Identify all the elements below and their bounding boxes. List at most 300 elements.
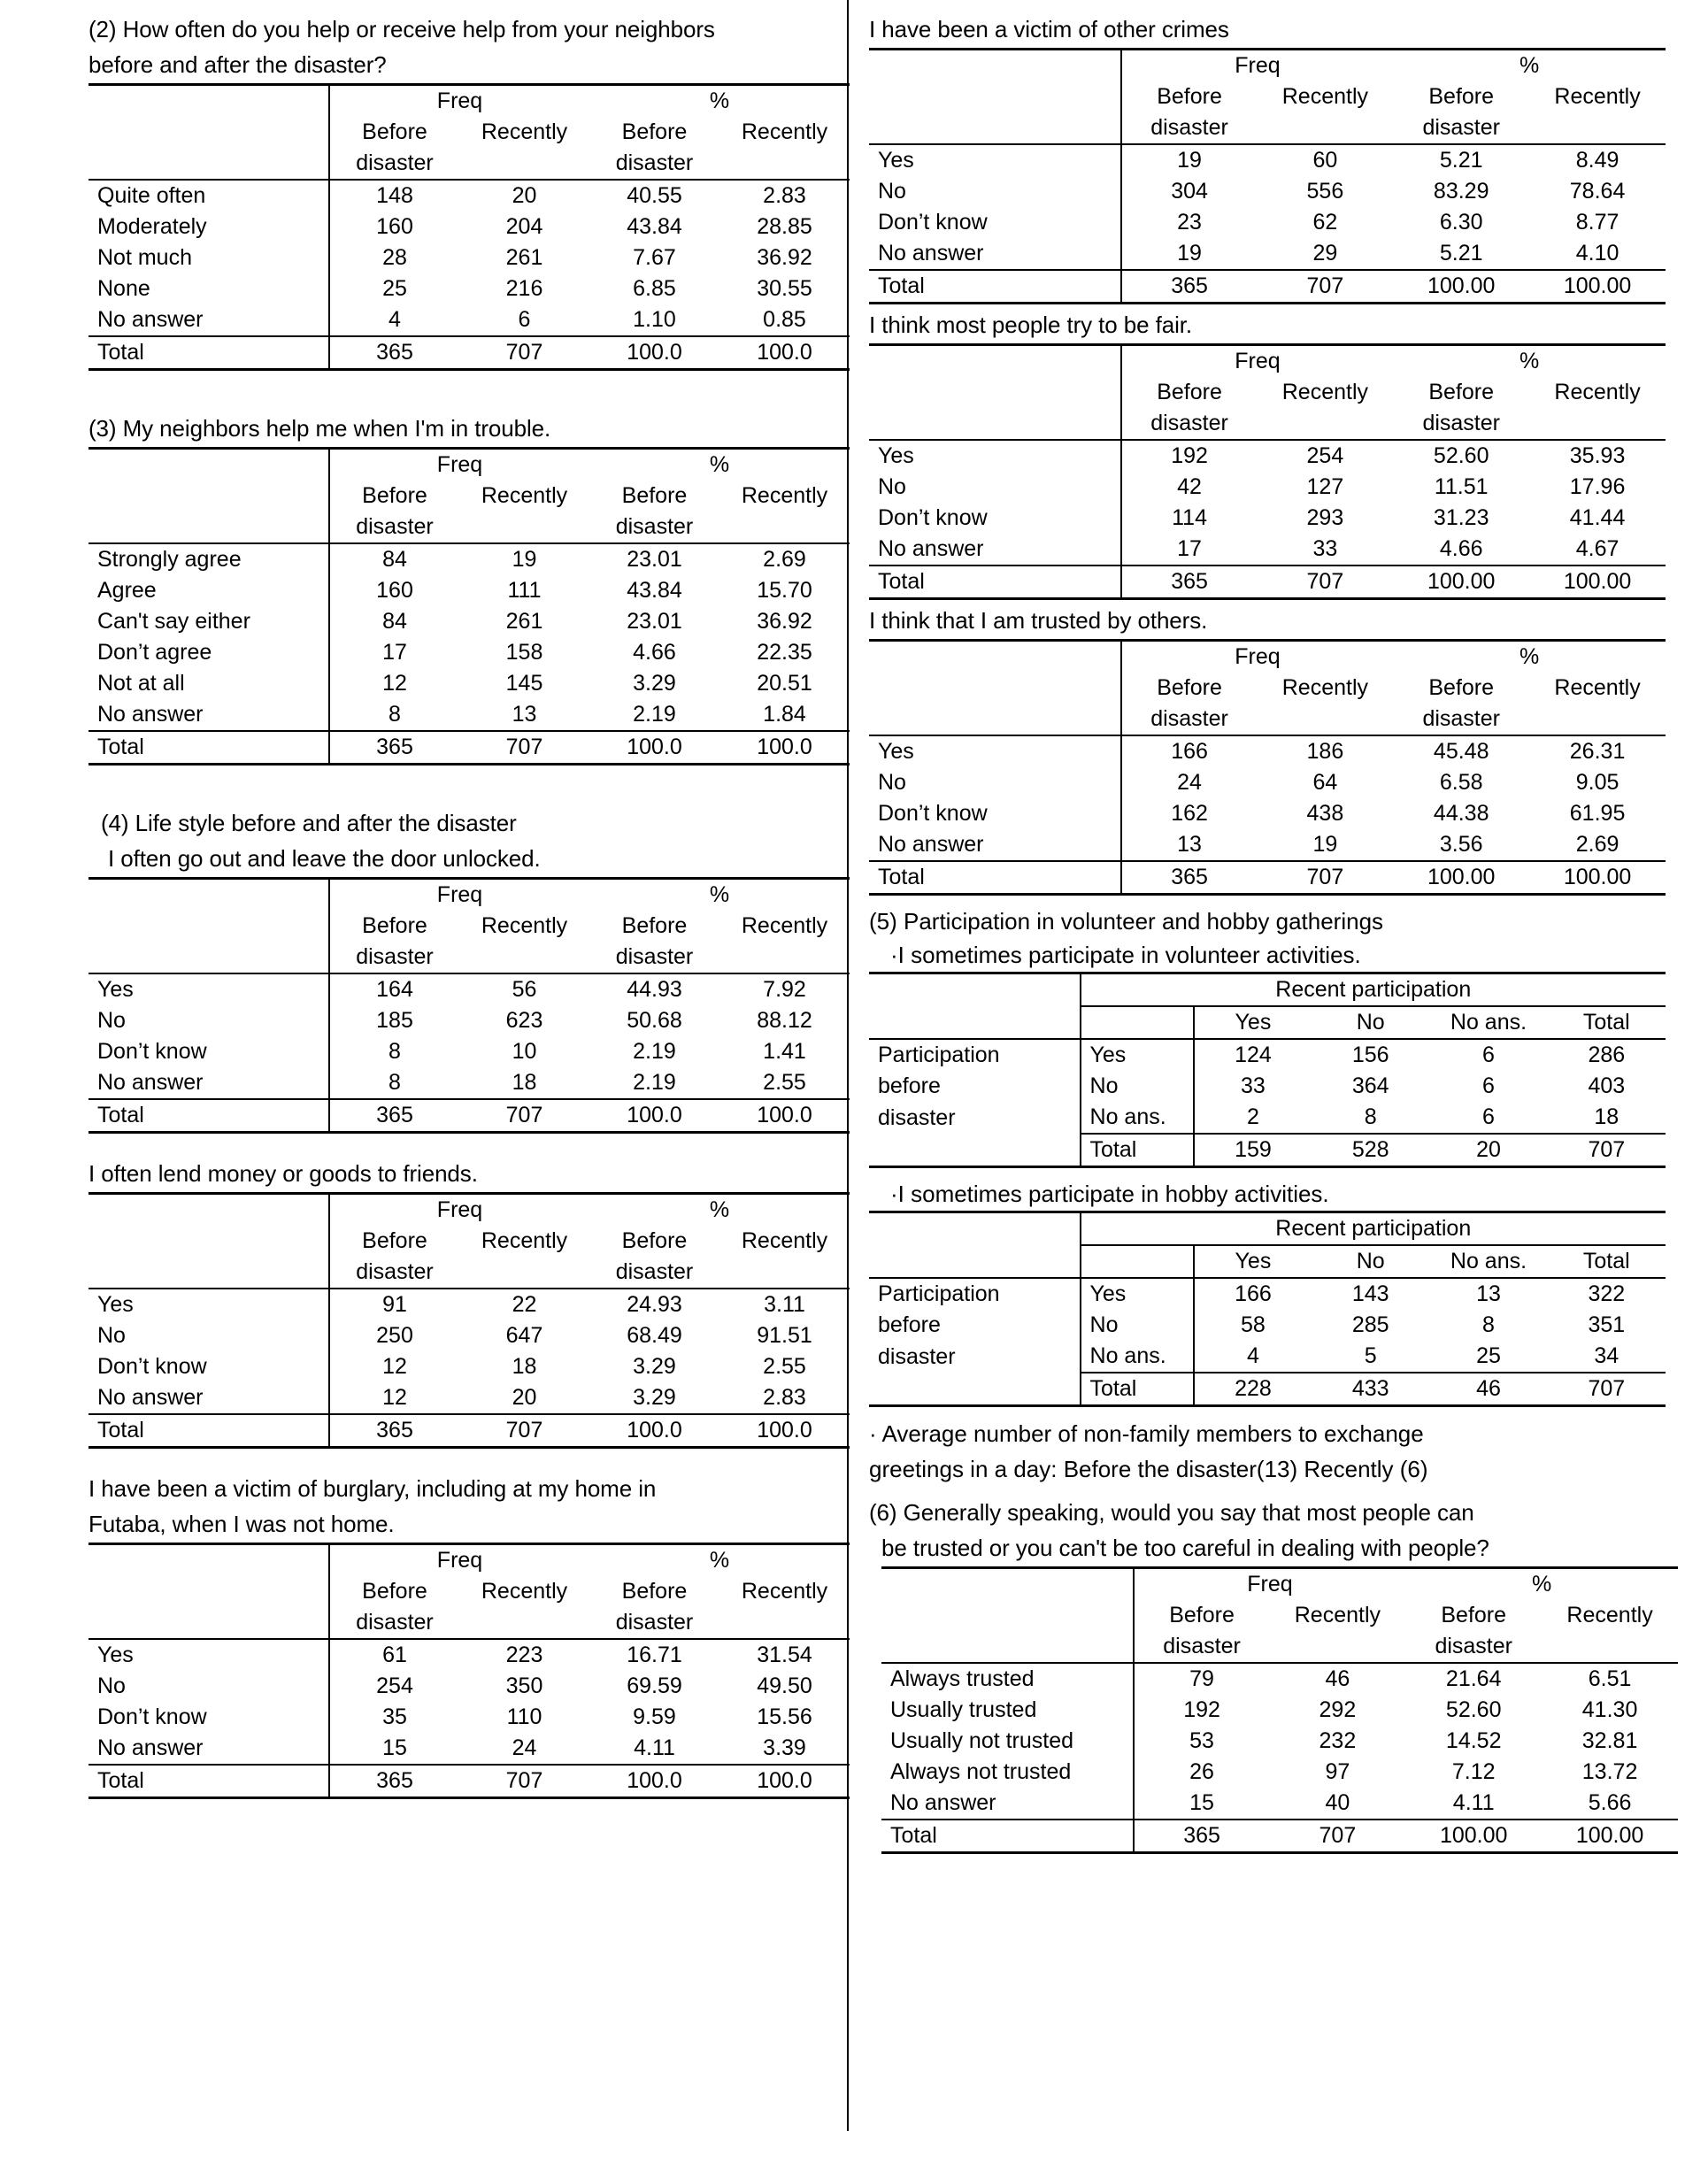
cell-value: 158 bbox=[505, 640, 543, 665]
cell-value: 4 bbox=[329, 304, 459, 336]
cell-value: 6.58 bbox=[1439, 770, 1483, 795]
cell-value: 1.10 bbox=[633, 307, 676, 332]
col-header-pct-before: Before bbox=[621, 913, 688, 938]
cell-value: 204 bbox=[505, 214, 543, 239]
table-header-row bbox=[869, 1212, 1666, 1246]
cell-value: 45.48 bbox=[1433, 739, 1489, 764]
cell-value: 18 bbox=[512, 1354, 537, 1379]
cell-value: 403 bbox=[1588, 1073, 1626, 1098]
cell-value: 43.84 bbox=[627, 578, 682, 603]
burglary-title-line2: Futaba, when I was not home. bbox=[88, 1511, 395, 1537]
corner-cell bbox=[88, 1607, 329, 1639]
cell-value: 22 bbox=[512, 1292, 537, 1317]
col-header-freq-recently: Recently bbox=[481, 1228, 568, 1253]
cell-value: 6 bbox=[518, 307, 531, 332]
cell-value: 2.55 bbox=[763, 1070, 806, 1095]
group-header-freq: Freq bbox=[1121, 50, 1394, 82]
corner-cell2 bbox=[1081, 1006, 1194, 1039]
cell-value: 166 bbox=[1121, 735, 1258, 767]
q5-hobby-title: ·I sometimes participate in hobby activities. bbox=[890, 1181, 1329, 1207]
cell-value: 5.66 bbox=[1588, 1790, 1632, 1815]
lend-money-title: I often lend money or goods to friends. bbox=[88, 1160, 478, 1187]
table-row bbox=[869, 1278, 1666, 1310]
cell-value: 25 bbox=[329, 273, 459, 304]
cell-value: 18 bbox=[512, 1070, 537, 1095]
table-header-row bbox=[869, 973, 1666, 1007]
corner-cell bbox=[88, 481, 329, 512]
group-header-pct: % bbox=[1532, 1572, 1552, 1596]
cell-value: 100.0 bbox=[757, 1768, 812, 1793]
corner-cell bbox=[881, 1600, 1134, 1631]
cell-value: 29 bbox=[1312, 241, 1338, 265]
table-row bbox=[881, 1726, 1678, 1757]
cell-value: 186 bbox=[1306, 739, 1344, 764]
cell-value: 556 bbox=[1306, 179, 1344, 204]
spacer bbox=[869, 1407, 1666, 1416]
table-row bbox=[88, 699, 850, 731]
cell-value: 23.01 bbox=[627, 609, 682, 634]
corner-cell bbox=[88, 85, 329, 118]
cell-value: 285 bbox=[1351, 1312, 1389, 1337]
table-total-row bbox=[88, 1414, 850, 1448]
group-header-pct: % bbox=[1520, 349, 1540, 373]
row-sub-label: Yes bbox=[1081, 1039, 1194, 1071]
cell-value: 2.83 bbox=[763, 183, 806, 208]
cell-value: 4.11 bbox=[1452, 1790, 1495, 1815]
cell-value: 110 bbox=[506, 1704, 542, 1729]
row-label: No bbox=[97, 1673, 126, 1698]
cell-value: 3.29 bbox=[633, 1385, 676, 1410]
cell-value: 3.29 bbox=[633, 1354, 676, 1379]
cell-value: 100.0 bbox=[757, 735, 812, 759]
col-subheader-freq-recently bbox=[1257, 704, 1393, 735]
empty-cell bbox=[869, 1373, 1081, 1406]
table-row bbox=[88, 1639, 850, 1671]
row-label: No answer bbox=[878, 241, 984, 265]
corner-cell bbox=[869, 704, 1121, 735]
cell-value: 19 bbox=[1312, 832, 1338, 857]
cell-value: 49.50 bbox=[757, 1673, 812, 1698]
cell-value: 42 bbox=[1121, 472, 1258, 503]
cell-value: 33 bbox=[1312, 536, 1338, 561]
col-subheader-freq-recently bbox=[459, 1257, 589, 1289]
col-subheader-pct-recently bbox=[719, 148, 850, 180]
cell-value: 100.0 bbox=[627, 1418, 682, 1443]
cell-value: 4 bbox=[1194, 1341, 1312, 1373]
cell-value: 100.00 bbox=[1563, 273, 1632, 298]
table-row bbox=[869, 534, 1666, 566]
group-header-pct: % bbox=[709, 88, 730, 113]
cell-value: 12 bbox=[329, 1351, 459, 1382]
table-total-row bbox=[869, 861, 1666, 895]
cell-value: 10 bbox=[512, 1039, 537, 1064]
row-label: No answer bbox=[97, 307, 204, 332]
cell-value: 6 bbox=[1482, 1043, 1495, 1067]
cell-value: 2.19 bbox=[633, 1070, 676, 1095]
cell-value: 41.44 bbox=[1569, 505, 1626, 530]
cell-value: 91 bbox=[329, 1289, 459, 1320]
table-row bbox=[869, 829, 1666, 861]
table-row bbox=[869, 798, 1666, 829]
col-subheader-freq-before: disaster bbox=[329, 942, 459, 973]
corner-cell bbox=[869, 973, 1081, 1007]
trusted-title: I think that I am trusted by others. bbox=[869, 607, 1208, 634]
table-row bbox=[88, 668, 850, 699]
corner-cell bbox=[869, 81, 1121, 112]
group-header-recent-participation: Recent participation bbox=[1081, 973, 1666, 1007]
cell-value: 31.23 bbox=[1433, 505, 1489, 530]
cell-value: 365 bbox=[1121, 861, 1258, 895]
trusted-table bbox=[869, 639, 1666, 896]
col-header-freq-recently: Recently bbox=[1281, 675, 1369, 700]
q4-door-table bbox=[88, 877, 850, 1134]
group-header-freq: Freq bbox=[329, 879, 589, 912]
cell-value: 4.10 bbox=[1575, 241, 1620, 265]
group-header-pct: % bbox=[1520, 53, 1540, 78]
col-subheader-freq-recently bbox=[459, 512, 589, 543]
table-header-row bbox=[88, 1194, 850, 1227]
table-subheader-row2 bbox=[869, 408, 1666, 440]
cell-value: 3.39 bbox=[763, 1735, 806, 1760]
col-header-yes: Yes bbox=[1194, 1006, 1312, 1039]
table-row bbox=[88, 1289, 850, 1320]
row-label: Don’t know bbox=[878, 801, 988, 826]
table-total-row bbox=[88, 336, 850, 370]
spacer bbox=[869, 1487, 1666, 1496]
col-subheader-pct-before: disaster bbox=[615, 150, 694, 175]
col-header-freq-before: Before bbox=[329, 1226, 459, 1257]
cell-value: 84 bbox=[329, 606, 459, 637]
spacer bbox=[869, 1168, 1666, 1177]
cell-value: 25 bbox=[1476, 1343, 1501, 1368]
table-subheader-row bbox=[88, 1226, 850, 1257]
corner-cell bbox=[869, 1245, 1081, 1278]
col-subheader-freq-recently bbox=[1257, 408, 1393, 440]
group-header-freq: Freq bbox=[329, 1194, 589, 1227]
cell-value: 9.59 bbox=[633, 1704, 676, 1729]
cell-value: 19 bbox=[1121, 238, 1258, 270]
cell-value: 17.96 bbox=[1569, 474, 1626, 499]
cell-value: 707 bbox=[1306, 865, 1344, 889]
q6-title-line2: be trusted or you can't be too careful in dealing with people? bbox=[881, 1535, 1489, 1561]
cell-value: 64 bbox=[1312, 770, 1338, 795]
table-subheader-row bbox=[869, 673, 1666, 704]
spacer bbox=[88, 1449, 850, 1472]
cell-value: 6.85 bbox=[633, 276, 676, 301]
cell-value: 707 bbox=[1306, 569, 1344, 594]
row-sub-label: No ans. bbox=[1081, 1341, 1194, 1373]
cell-value: 1.84 bbox=[763, 702, 806, 727]
table-total-row bbox=[881, 1820, 1678, 1853]
table-total-row bbox=[88, 731, 850, 765]
cell-value: 5 bbox=[1364, 1343, 1377, 1368]
corner-cell bbox=[88, 1544, 329, 1577]
cell-value: 124 bbox=[1194, 1039, 1312, 1071]
table-row bbox=[869, 767, 1666, 798]
col-header-total: Total bbox=[1548, 1245, 1666, 1278]
table-row bbox=[869, 176, 1666, 207]
table-row bbox=[869, 238, 1666, 270]
cell-value: 60 bbox=[1312, 148, 1338, 173]
table-row bbox=[88, 1382, 850, 1414]
table-row bbox=[88, 637, 850, 668]
cell-value: 2.19 bbox=[633, 1039, 676, 1064]
cell-value: 17 bbox=[329, 637, 459, 668]
cell-value: 148 bbox=[329, 180, 459, 212]
cell-value: 707 bbox=[1306, 273, 1344, 298]
row-label-total: Total bbox=[890, 1823, 937, 1848]
col-header-freq-before: Before bbox=[329, 117, 459, 148]
table-row bbox=[869, 1071, 1666, 1102]
table-total-row bbox=[869, 1373, 1666, 1406]
row-label: Don’t know bbox=[97, 1354, 207, 1379]
col-header-freq-recently: Recently bbox=[1281, 380, 1369, 404]
table-row bbox=[881, 1788, 1678, 1820]
row-label-total: Total bbox=[97, 340, 144, 365]
cell-value: 44.93 bbox=[627, 977, 682, 1002]
section-q2 bbox=[88, 12, 850, 371]
cell-value: 15 bbox=[1134, 1788, 1270, 1820]
cell-value: 100.0 bbox=[627, 1103, 682, 1127]
cell-value: 100.00 bbox=[1427, 569, 1496, 594]
row-sub-label-total: Total bbox=[1081, 1373, 1194, 1406]
row-sub-label: Yes bbox=[1081, 1278, 1194, 1310]
cell-value: 28 bbox=[329, 242, 459, 273]
cell-value: 433 bbox=[1312, 1373, 1429, 1406]
col-subheader-freq-before: disaster bbox=[1121, 112, 1258, 144]
cell-value: 100.00 bbox=[1563, 865, 1632, 889]
corner-cell bbox=[869, 408, 1121, 440]
corner-cell bbox=[88, 911, 329, 942]
row-label-total: Total bbox=[97, 735, 144, 759]
col-header-pct-before: Before bbox=[621, 483, 688, 508]
corner-cell bbox=[88, 117, 329, 148]
cell-value: 13 bbox=[1476, 1281, 1501, 1306]
col-header-no: No bbox=[1312, 1245, 1429, 1278]
table-subheader-row2 bbox=[881, 1631, 1678, 1663]
spacer bbox=[88, 1134, 850, 1157]
table-row bbox=[88, 1733, 850, 1765]
row-label: No answer bbox=[878, 832, 984, 857]
cell-value: 23 bbox=[1121, 207, 1258, 238]
cell-value: 159 bbox=[1194, 1134, 1312, 1167]
cell-value: 365 bbox=[329, 1099, 459, 1133]
cell-value: 97 bbox=[1325, 1759, 1350, 1784]
cell-value: 707 bbox=[505, 1418, 543, 1443]
cell-value: 33 bbox=[1194, 1071, 1312, 1102]
cell-value: 62 bbox=[1312, 210, 1338, 235]
burglary-table bbox=[88, 1543, 850, 1799]
row-label: No answer bbox=[97, 1070, 204, 1095]
cell-value: 100.0 bbox=[627, 1768, 682, 1793]
spacer bbox=[869, 896, 1666, 904]
group-header-pct: % bbox=[709, 1548, 730, 1573]
col-subheader-pct-recently bbox=[719, 1607, 850, 1639]
table-subheader-row2 bbox=[88, 512, 850, 543]
row-group-label-line2: before bbox=[878, 1312, 941, 1337]
cell-value: 365 bbox=[329, 1414, 459, 1448]
col-header-pct-before: Before bbox=[1428, 84, 1495, 109]
table-row bbox=[88, 606, 850, 637]
cell-value: 293 bbox=[1306, 505, 1344, 530]
cell-value: 46 bbox=[1429, 1373, 1547, 1406]
table-subheader-row bbox=[88, 911, 850, 942]
row-label: Agree bbox=[97, 578, 157, 603]
table-row bbox=[88, 304, 850, 336]
table-subheader-row bbox=[88, 1576, 850, 1607]
table-subheader-row bbox=[869, 377, 1666, 408]
row-label: Quite often bbox=[97, 183, 206, 208]
cell-value: 5.21 bbox=[1439, 241, 1483, 265]
row-label: No answer bbox=[890, 1790, 996, 1815]
col-header-pct-recently: Recently bbox=[1554, 380, 1641, 404]
col-subheader-pct-recently bbox=[1529, 112, 1666, 144]
col-header-freq-before: Before bbox=[329, 911, 459, 942]
cell-value: 22.35 bbox=[757, 640, 812, 665]
group-header-freq: Freq bbox=[1121, 641, 1394, 673]
q4-heading: (4) Life style before and after the disaster bbox=[101, 810, 517, 836]
col-header-pct-recently: Recently bbox=[1554, 84, 1641, 109]
cell-value: 143 bbox=[1351, 1281, 1389, 1306]
cell-value: 114 bbox=[1121, 503, 1258, 534]
col-subheader-pct-before: disaster bbox=[615, 1259, 694, 1284]
col-header-no-ans: No ans. bbox=[1429, 1245, 1547, 1278]
table-subheader-row2 bbox=[869, 112, 1666, 144]
cell-value: 14.52 bbox=[1445, 1728, 1502, 1753]
cell-value: 32.81 bbox=[1581, 1728, 1638, 1753]
spacer bbox=[88, 766, 850, 806]
table-header-row bbox=[88, 1544, 850, 1577]
cell-value: 44.38 bbox=[1433, 801, 1489, 826]
cell-value: 351 bbox=[1588, 1312, 1626, 1337]
table-subheader-row bbox=[88, 481, 850, 512]
q6-table bbox=[881, 1566, 1678, 1854]
corner-cell bbox=[869, 641, 1121, 673]
cell-value: 4.66 bbox=[1439, 536, 1483, 561]
cell-value: 16.71 bbox=[627, 1643, 682, 1667]
cell-value: 707 bbox=[1548, 1134, 1666, 1167]
table-row bbox=[88, 1320, 850, 1351]
burglary-title-line1: I have been a victim of burglary, including at my home in bbox=[88, 1475, 657, 1502]
cell-value: 30.55 bbox=[757, 276, 812, 301]
col-subheader-freq-recently bbox=[459, 148, 589, 180]
cell-value: 2.69 bbox=[763, 547, 806, 572]
col-subheader-pct-before: disaster bbox=[1435, 1634, 1512, 1658]
col-subheader-freq-before: disaster bbox=[329, 1607, 459, 1639]
col-header-pct-recently: Recently bbox=[741, 913, 828, 938]
cell-value: 100.00 bbox=[1427, 273, 1496, 298]
row-label: No bbox=[878, 474, 906, 499]
cell-value: 19 bbox=[512, 547, 537, 572]
cell-value: 100.0 bbox=[757, 1103, 812, 1127]
col-header-freq-before: Before bbox=[1121, 81, 1258, 112]
corner-cell bbox=[869, 377, 1121, 408]
col-header-pct-recently: Recently bbox=[741, 119, 828, 144]
row-label: No answer bbox=[97, 1735, 204, 1760]
col-subheader-freq-before: disaster bbox=[329, 148, 459, 180]
cell-value: 5.21 bbox=[1439, 148, 1483, 173]
col-subheader-freq-recently bbox=[459, 1607, 589, 1639]
cell-value: 228 bbox=[1194, 1373, 1312, 1406]
col-header-pct-recently: Recently bbox=[741, 1579, 828, 1604]
lend-money-table bbox=[88, 1192, 850, 1449]
cell-value: 3.11 bbox=[764, 1292, 805, 1317]
cell-value: 707 bbox=[1319, 1823, 1357, 1848]
cell-value: 12 bbox=[329, 1382, 459, 1414]
table-row bbox=[869, 1310, 1666, 1341]
section-q4 bbox=[88, 806, 850, 1134]
empty-cell bbox=[869, 1134, 1081, 1167]
q3-title: (3) My neighbors help me when I'm in trouble. bbox=[88, 415, 551, 442]
q2-title-line1: (2) How often do you help or receive help from your neighbors bbox=[88, 16, 715, 42]
row-label: No bbox=[97, 1008, 126, 1033]
table-total-row bbox=[88, 1765, 850, 1798]
cell-value: 3.56 bbox=[1439, 832, 1483, 857]
cell-value: 24.93 bbox=[627, 1292, 682, 1317]
col-subheader-freq-before: disaster bbox=[1121, 408, 1258, 440]
col-subheader-freq-before: disaster bbox=[329, 512, 459, 543]
row-label: No answer bbox=[97, 1385, 204, 1410]
row-sub-label-total: Total bbox=[1081, 1134, 1194, 1167]
group-header-pct: % bbox=[709, 452, 730, 477]
col-header-freq-recently: Recently bbox=[481, 119, 568, 144]
cell-value: 250 bbox=[329, 1320, 459, 1351]
table-subheader-row bbox=[869, 81, 1666, 112]
section-lend-money bbox=[88, 1157, 850, 1449]
q5-volunteer-title: ·I sometimes participate in volunteer activities. bbox=[890, 942, 1361, 968]
row-sub-label: No bbox=[1081, 1310, 1194, 1341]
col-header-pct-before: Before bbox=[1428, 675, 1495, 700]
cell-value: 185 bbox=[329, 1005, 459, 1036]
cell-value: 69.59 bbox=[627, 1673, 682, 1698]
cell-value: 2.55 bbox=[763, 1354, 806, 1379]
section-q6 bbox=[869, 1496, 1666, 1854]
cell-value: 12 bbox=[329, 668, 459, 699]
cell-value: 111 bbox=[507, 578, 542, 603]
group-header-freq: Freq bbox=[329, 85, 589, 118]
corner-cell bbox=[88, 942, 329, 973]
row-label: No answer bbox=[97, 702, 204, 727]
q5-volunteer-table bbox=[869, 972, 1666, 1168]
row-group-label-line1: Participation bbox=[878, 1043, 1000, 1067]
row-label: Not much bbox=[97, 245, 192, 270]
col-header-total: Total bbox=[1548, 1006, 1666, 1039]
section-q3 bbox=[88, 412, 850, 766]
cell-value: 36.92 bbox=[757, 609, 812, 634]
cell-value: 100.0 bbox=[757, 1418, 812, 1443]
table-header-row bbox=[881, 1568, 1678, 1601]
cell-value: 292 bbox=[1319, 1697, 1357, 1722]
table-header-row bbox=[869, 50, 1666, 82]
corner-cell bbox=[88, 1576, 329, 1607]
col-header-pct-recently: Recently bbox=[741, 483, 828, 508]
row-group-label-line3: disaster bbox=[878, 1104, 956, 1130]
cell-value: 26.31 bbox=[1569, 739, 1626, 764]
corner-cell bbox=[881, 1568, 1134, 1601]
cell-value: 707 bbox=[505, 340, 543, 365]
cell-value: 24 bbox=[512, 1735, 537, 1760]
spacer bbox=[88, 371, 850, 412]
cell-value: 160 bbox=[329, 575, 459, 606]
cell-value: 286 bbox=[1588, 1043, 1626, 1067]
section-q5 bbox=[869, 904, 1666, 1487]
cell-value: 7.67 bbox=[633, 245, 676, 270]
col-subheader-pct-before: disaster bbox=[1422, 115, 1500, 140]
col-header-no: No bbox=[1312, 1006, 1429, 1039]
group-header-freq: Freq bbox=[1121, 345, 1394, 378]
corner-cell bbox=[869, 673, 1121, 704]
row-label-total: Total bbox=[97, 1418, 144, 1443]
